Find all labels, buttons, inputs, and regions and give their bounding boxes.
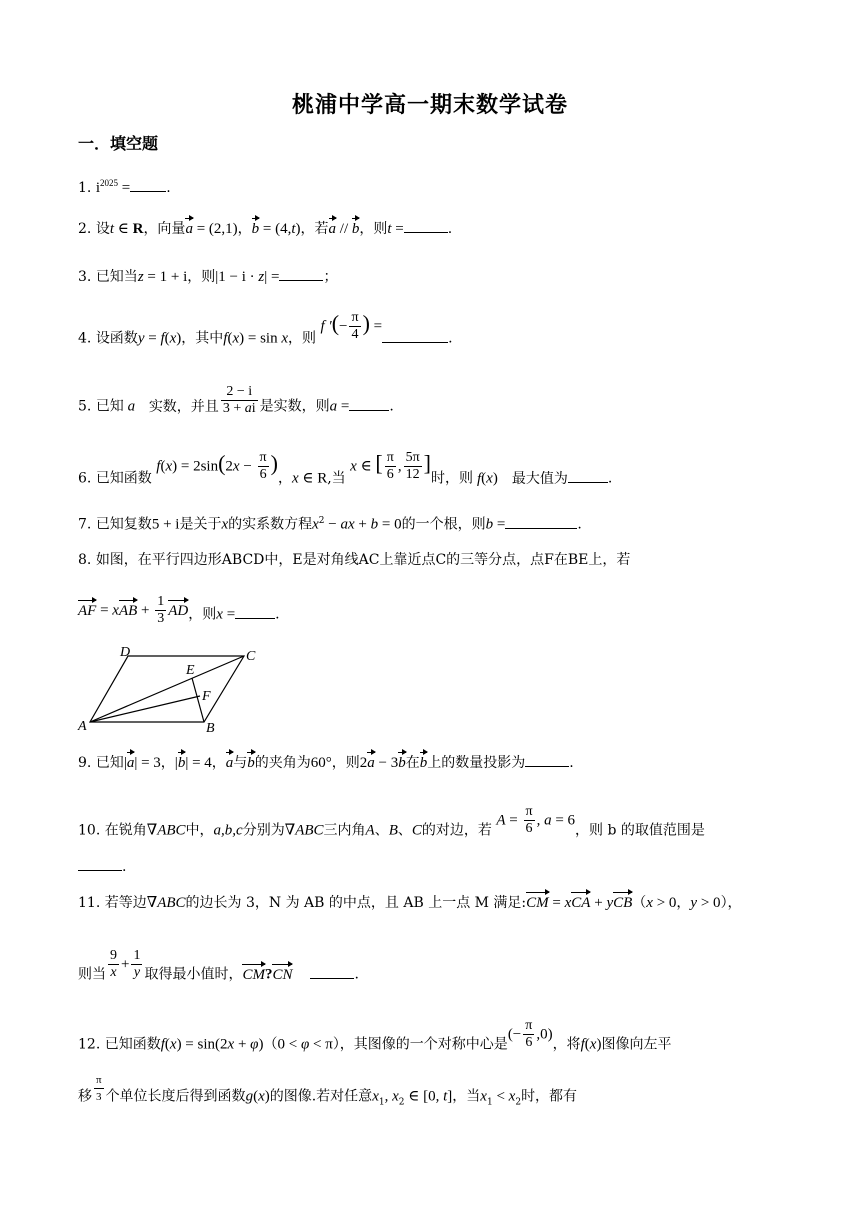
question-6: 6. 已知函数 f(x) = 2sin(2x − $\frac{\pi}{6}$ )，x ∈ R,当 x ∈ [ $\frac{\pi}{6}$ , $\frac{5\pi}{12}$ ]时，则 f(x) 最大值为 . [78,450,613,487]
label-b: B [206,721,215,734]
answer-blank[interactable] [382,328,448,343]
vector-a: a [185,218,193,240]
question-number: 1. [78,180,92,196]
label-c: C [246,649,256,664]
question-number: 3. [78,269,92,285]
question-12: 12. 已知函数f(x) = sin(2x + φ)（0 < φ < π），其图像的一个对称中心是(− $\frac{\pi}{6}$ ,0)，将f(x)图像向左平 [78,1018,672,1053]
answer-blank[interactable] [78,856,122,871]
question-5: 5. 已知 a 实数，并且 $\frac{2 - i}{3 + ai}$ 是实数，则a = . [78,384,394,416]
question-11: 11. 若等边∇ABC的边长为 3，N 为 AB 的中点，且 AB 上一点 M 满足:CM = xCA + yCB（x > 0，y > 0）， [78,892,742,914]
question-number: 6. [78,470,92,487]
formula: $\frac{\pi}{3}$ [96,1074,102,1103]
question-number: 4. [78,330,92,347]
answer-blank[interactable] [404,218,448,233]
answer-blank[interactable] [568,468,608,483]
parallelogram-figure [76,642,266,734]
formula: x ∈ [ $\frac{\pi}{6}$ , $\frac{5\pi}{12}$ ] [350,450,431,482]
vector-b: b [252,218,260,240]
question-number: 12. [78,1036,101,1053]
answer-blank[interactable] [235,604,275,619]
question-2: 2. 设t ∈ R，向量a = (2,1)，b = (4,t)，若a // b，则t = . [78,218,452,240]
answer-blank[interactable] [525,752,569,767]
formula: $\frac{9}{x}$ + $\frac{1}{y}$ [110,948,141,980]
question-number: 10. [78,822,101,839]
formula: f(x) = 2sin(2x − $\frac{\pi}{6}$ ) [156,450,278,482]
section-heading: 一．填空题 [78,134,159,153]
question-10: 10. 在锐角∇ABC中，a,b,c分别为∇ABC三内角A、B、C的对边，若 A = $\frac{\pi}{6}$ , a = 6，则 b 的取值范围是 [78,804,705,839]
question-12-cont: 移 $\frac{\pi}{3}$ 个单位长度后得到函数g(x)的图像.若对任意$x_1$, $x_2$ ∈ [0, t]，当$x_1 < x_2$时，都有 [78,1074,578,1108]
formula: z [137,269,144,285]
question-11-cont: 则当 $\frac{9}{x}$ + $\frac{1}{y}$ 取得最小值时，CM?CN . [78,958,359,991]
formula: A = $\frac{\pi}{6}$ , a = 6 [496,804,576,836]
formula: y [137,330,145,347]
answer-blank[interactable] [279,266,323,281]
formula: AF = xAB + $\frac{1}{3}$ AD [78,594,189,626]
question-3: 3. 已知当z = 1 + i，则|1 − i · z| = ； [78,266,337,288]
question-1: 1. $i^{2025}$ = . [78,178,171,196]
formula: f [160,1036,165,1053]
question-number: 11. [78,895,101,911]
segment-af [90,696,200,722]
answer-blank[interactable] [310,964,354,979]
formula: $\frac{2 - i}{3 + ai}$ [222,384,256,416]
formula: ∇ [146,822,158,839]
question-10-cont: . [78,856,126,878]
formula: t [109,221,114,237]
question-number: 5. [78,398,92,415]
formula: 5 + i [151,516,180,533]
formula: (− $\frac{\pi}{6}$ ,0) [507,1018,553,1050]
question-8: 8. 如图，在平行四边形ABCD中，E是对角线AC上靠近点C的三等分点，点F在BE上，若 [78,552,631,568]
formula: f ′(− $\frac{\pi}{4}$ ) = [320,310,383,342]
formula: ∇ [146,895,158,911]
formula: $i^{2025}$ = [95,178,131,196]
label-f: F [202,689,211,704]
label-e: E [186,663,195,678]
question-7: 7. 已知复数5 + i是关于x的实系数方程$x^2$ − ax + b = 0的一个根，则b = . [78,510,582,536]
question-9: 9. 已知|a| = 3，|b| = 4，a与b的夹角为60°，则2a − 3b在b上的数量投影为 . [78,752,574,774]
answer-blank[interactable] [130,177,166,192]
question-number: 2. [78,221,92,237]
question-number: 8. [78,552,92,568]
question-number: 7. [78,516,92,533]
question-4: 4. 设函数y = f(x)，其中f(x) = sin x，则 f ′(− $\frac{\pi}{4}$ ) =. [78,310,453,347]
answer-blank[interactable] [505,514,577,529]
question-number: 9. [78,755,92,771]
label-a: A [78,719,87,734]
answer-blank[interactable] [349,396,389,411]
page-title: 桃浦中学高一期末数学试卷 [291,92,568,118]
label-d: D [120,645,131,660]
question-8-cont: AF = xAB + $\frac{1}{3}$ AD，则x = . [78,594,280,626]
diagonal-ac [90,656,244,722]
formula: | [123,755,127,771]
